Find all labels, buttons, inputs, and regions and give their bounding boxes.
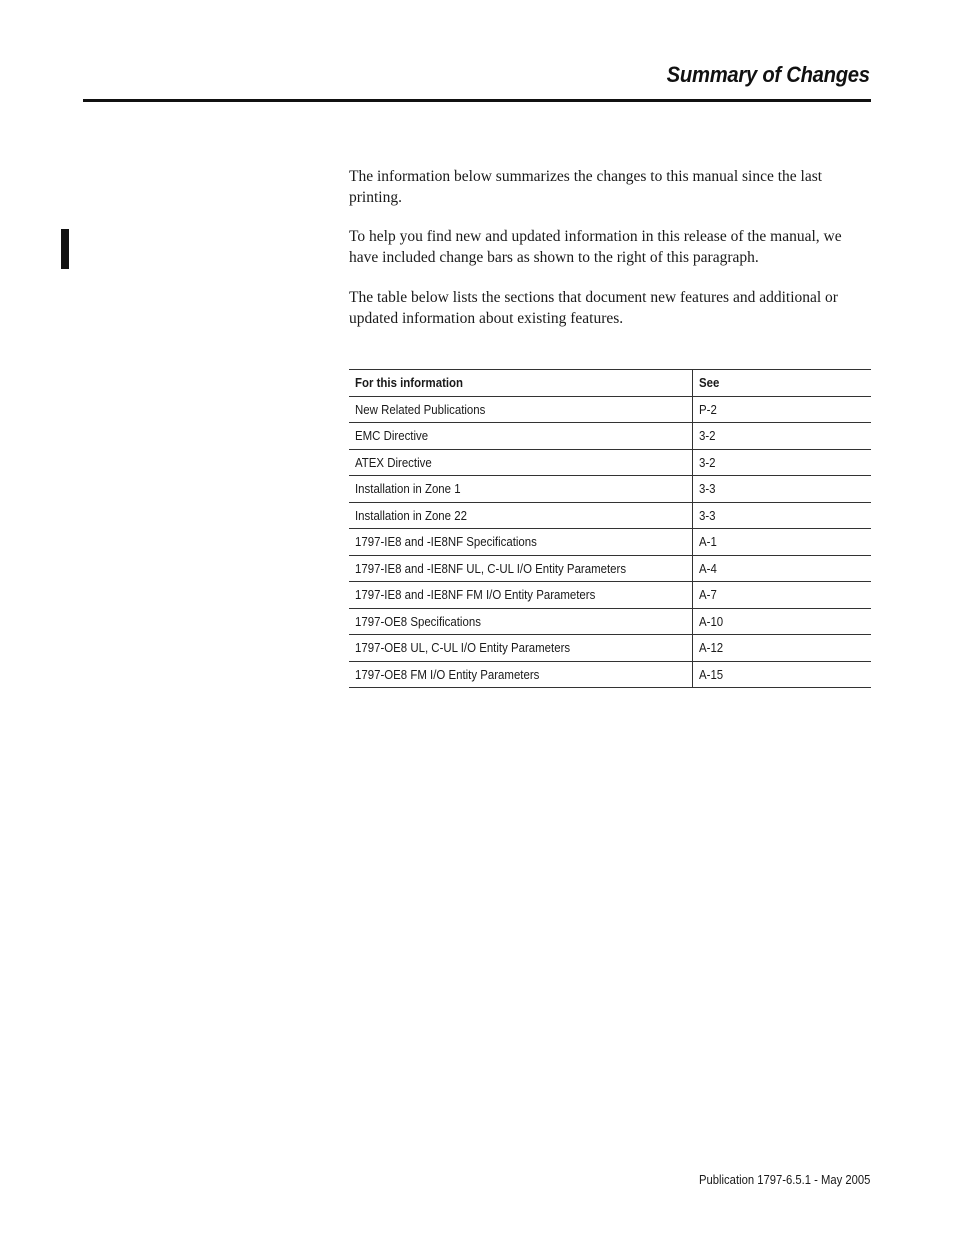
- publication-footer: Publication 1797-6.5.1 - May 2005: [698, 1173, 870, 1187]
- row-see: A-4: [693, 555, 872, 582]
- row-see: 3-2: [693, 423, 872, 450]
- table-row: [349, 502, 871, 529]
- table-row: [349, 396, 871, 423]
- table-row: [349, 555, 871, 582]
- intro-paragraph: The information below summarizes the changes to this manual since the last printing.: [349, 168, 823, 206]
- table-row: [349, 423, 871, 450]
- change-bar-paragraph: To help you find new and updated information in this release of the manual, we have included change bars as shown to the right of this paragraph.: [349, 228, 842, 266]
- table-intro-paragraph: The table below lists the sections that document new features and additional or updated information about existing features.: [349, 289, 838, 327]
- row-see: A-12: [693, 635, 872, 662]
- row-information: EMC Directive: [349, 423, 693, 450]
- table-header-row: [349, 370, 871, 397]
- page-title: Summary of Changes: [666, 62, 870, 87]
- table-row: [349, 582, 871, 609]
- row-information: New Related Publications: [349, 396, 693, 423]
- row-see: A-1: [693, 529, 872, 556]
- row-information: 1797-OE8 UL, C-UL I/O Entity Parameters: [349, 635, 693, 662]
- row-information: Installation in Zone 1: [349, 476, 693, 503]
- row-see: 3-3: [693, 476, 872, 503]
- change-bar: [61, 229, 69, 269]
- row-see: A-10: [693, 608, 872, 635]
- title-rule: [83, 99, 871, 102]
- table-row: [349, 661, 871, 688]
- row-information: 1797-OE8 FM I/O Entity Parameters: [349, 661, 693, 688]
- header-for-this-information: For this information: [349, 370, 693, 397]
- row-see: A-7: [693, 582, 872, 609]
- table-row: [349, 476, 871, 503]
- row-see: A-15: [693, 661, 872, 688]
- header-see: See: [693, 370, 872, 397]
- table-row: [349, 529, 871, 556]
- row-information: 1797-IE8 and -IE8NF FM I/O Entity Parameters: [349, 582, 693, 609]
- row-see: 3-3: [693, 502, 872, 529]
- row-see: P-2: [693, 396, 872, 423]
- row-information: 1797-IE8 and -IE8NF UL, C-UL I/O Entity Parameters: [349, 555, 693, 582]
- table-row: [349, 608, 871, 635]
- table-row: [349, 635, 871, 662]
- row-information: ATEX Directive: [349, 449, 693, 476]
- row-see: 3-2: [693, 449, 872, 476]
- table-row: [349, 449, 871, 476]
- row-information: Installation in Zone 22: [349, 502, 693, 529]
- row-information: 1797-IE8 and -IE8NF Specifications: [349, 529, 693, 556]
- changes-table: [349, 369, 871, 688]
- row-information: 1797-OE8 Specifications: [349, 608, 693, 635]
